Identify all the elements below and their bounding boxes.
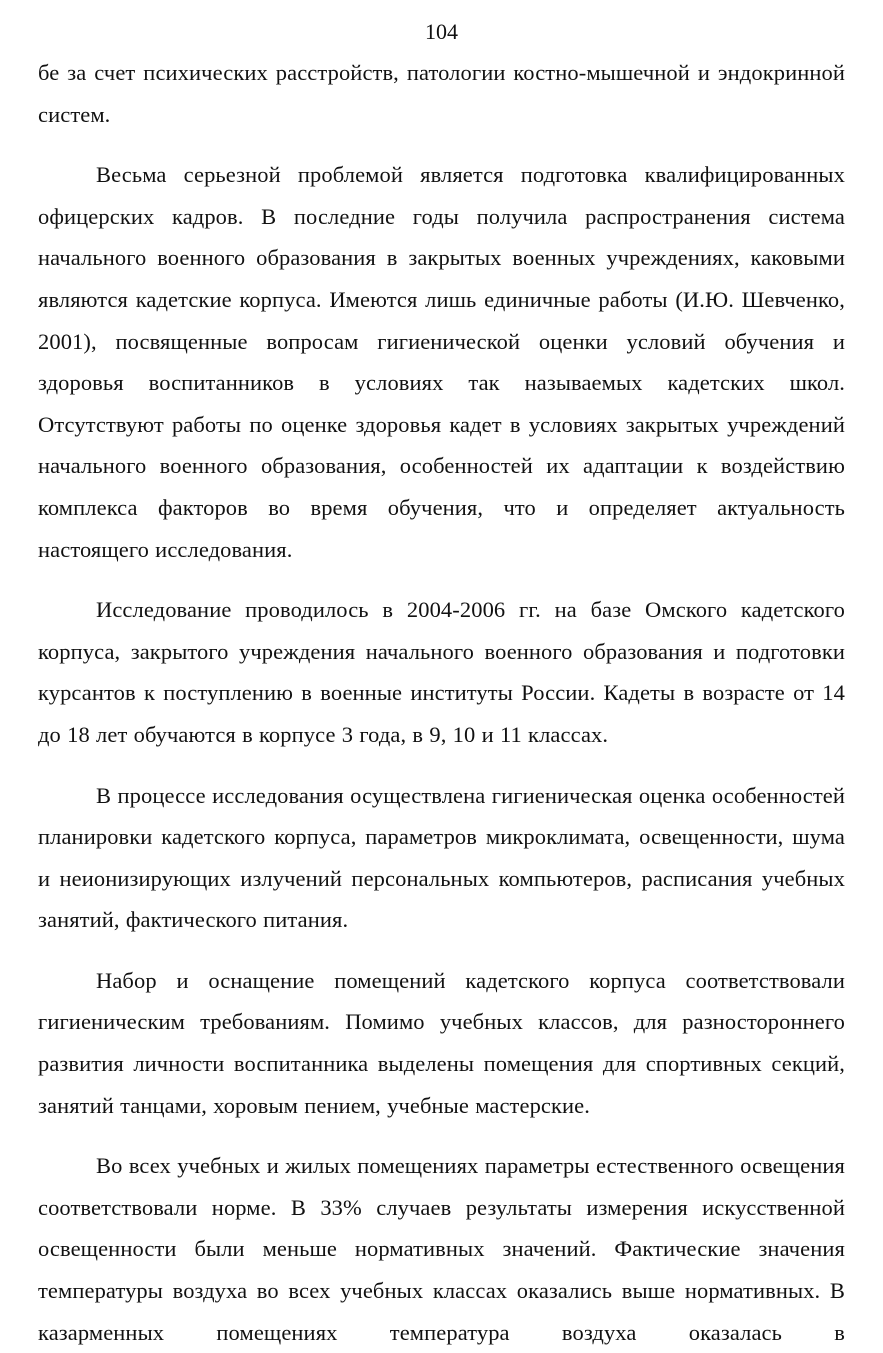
page-number: 104 xyxy=(425,19,458,44)
paragraph-officer-training: Весьма серьезной проблемой является подготовка квалифицированных офицерских кадров. В последние годы получила распространения система начального военного образования в закрытых военных учреждениях, каковыми являются кадетские корпуса. Имеются лишь единичные работы (И.Ю. Шевченко, 2001), посвященные вопросам гигиенической оценки условий обучения и здоровья воспитанников в условиях так называемых кадетских школ. Отсутствуют работы по оценке здоровья кадет в условиях закрытых учреждений начального военного образования, особенностей их адаптации к воздействию комплекса факторов во время обучения, что и определяет актуальность настоящего исследования. xyxy=(38,162,845,562)
paragraph-premises-equipment: Набор и оснащение помещений кадетского корпуса соответствовали гигиеническим требованиям. Помимо учебных классов, для разностороннего развития личности воспитанника выделены помещения для спортивных секций, занятий танцами, хоровым пением, учебные мастерские. xyxy=(38,967,845,1118)
paragraph-lighting-temperature: Во всех учебных и жилых помещениях параметры естественного освещения соответствовали норме. В 33% случаев результаты измерения искусственной освещенности были меньше нормативных значений. Фактические значения температуры воздуха во всех учебных классах оказались выше нормативных. В казарменных помещениях температура воздуха оказалась в xyxy=(38,1153,845,1345)
paragraph-hygienic-assessment: В процессе исследования осуществлена гигиеническая оценка особенностей планировки кадетского корпуса, параметров микроклимата, освещенности, шума и неионизирующих излучений персональных компьютеров, расписания учебных занятий, фактического питания. xyxy=(38,782,845,933)
paragraph-continuation: бе за счет психических расстройств, патологии костно-мышечной и эндокринной систем. xyxy=(38,60,845,127)
paragraph-study-setting: Исследование проводилось в 2004-2006 гг. на базе Омского кадетского корпуса, закрытого учреждения начального военного образования и подготовки курсантов к поступлению в военные институты России. Кадеты в возрасте от 14 до 18 лет обучаются в корпусе 3 года, в 9, 10 и 11 классах. xyxy=(38,597,845,747)
